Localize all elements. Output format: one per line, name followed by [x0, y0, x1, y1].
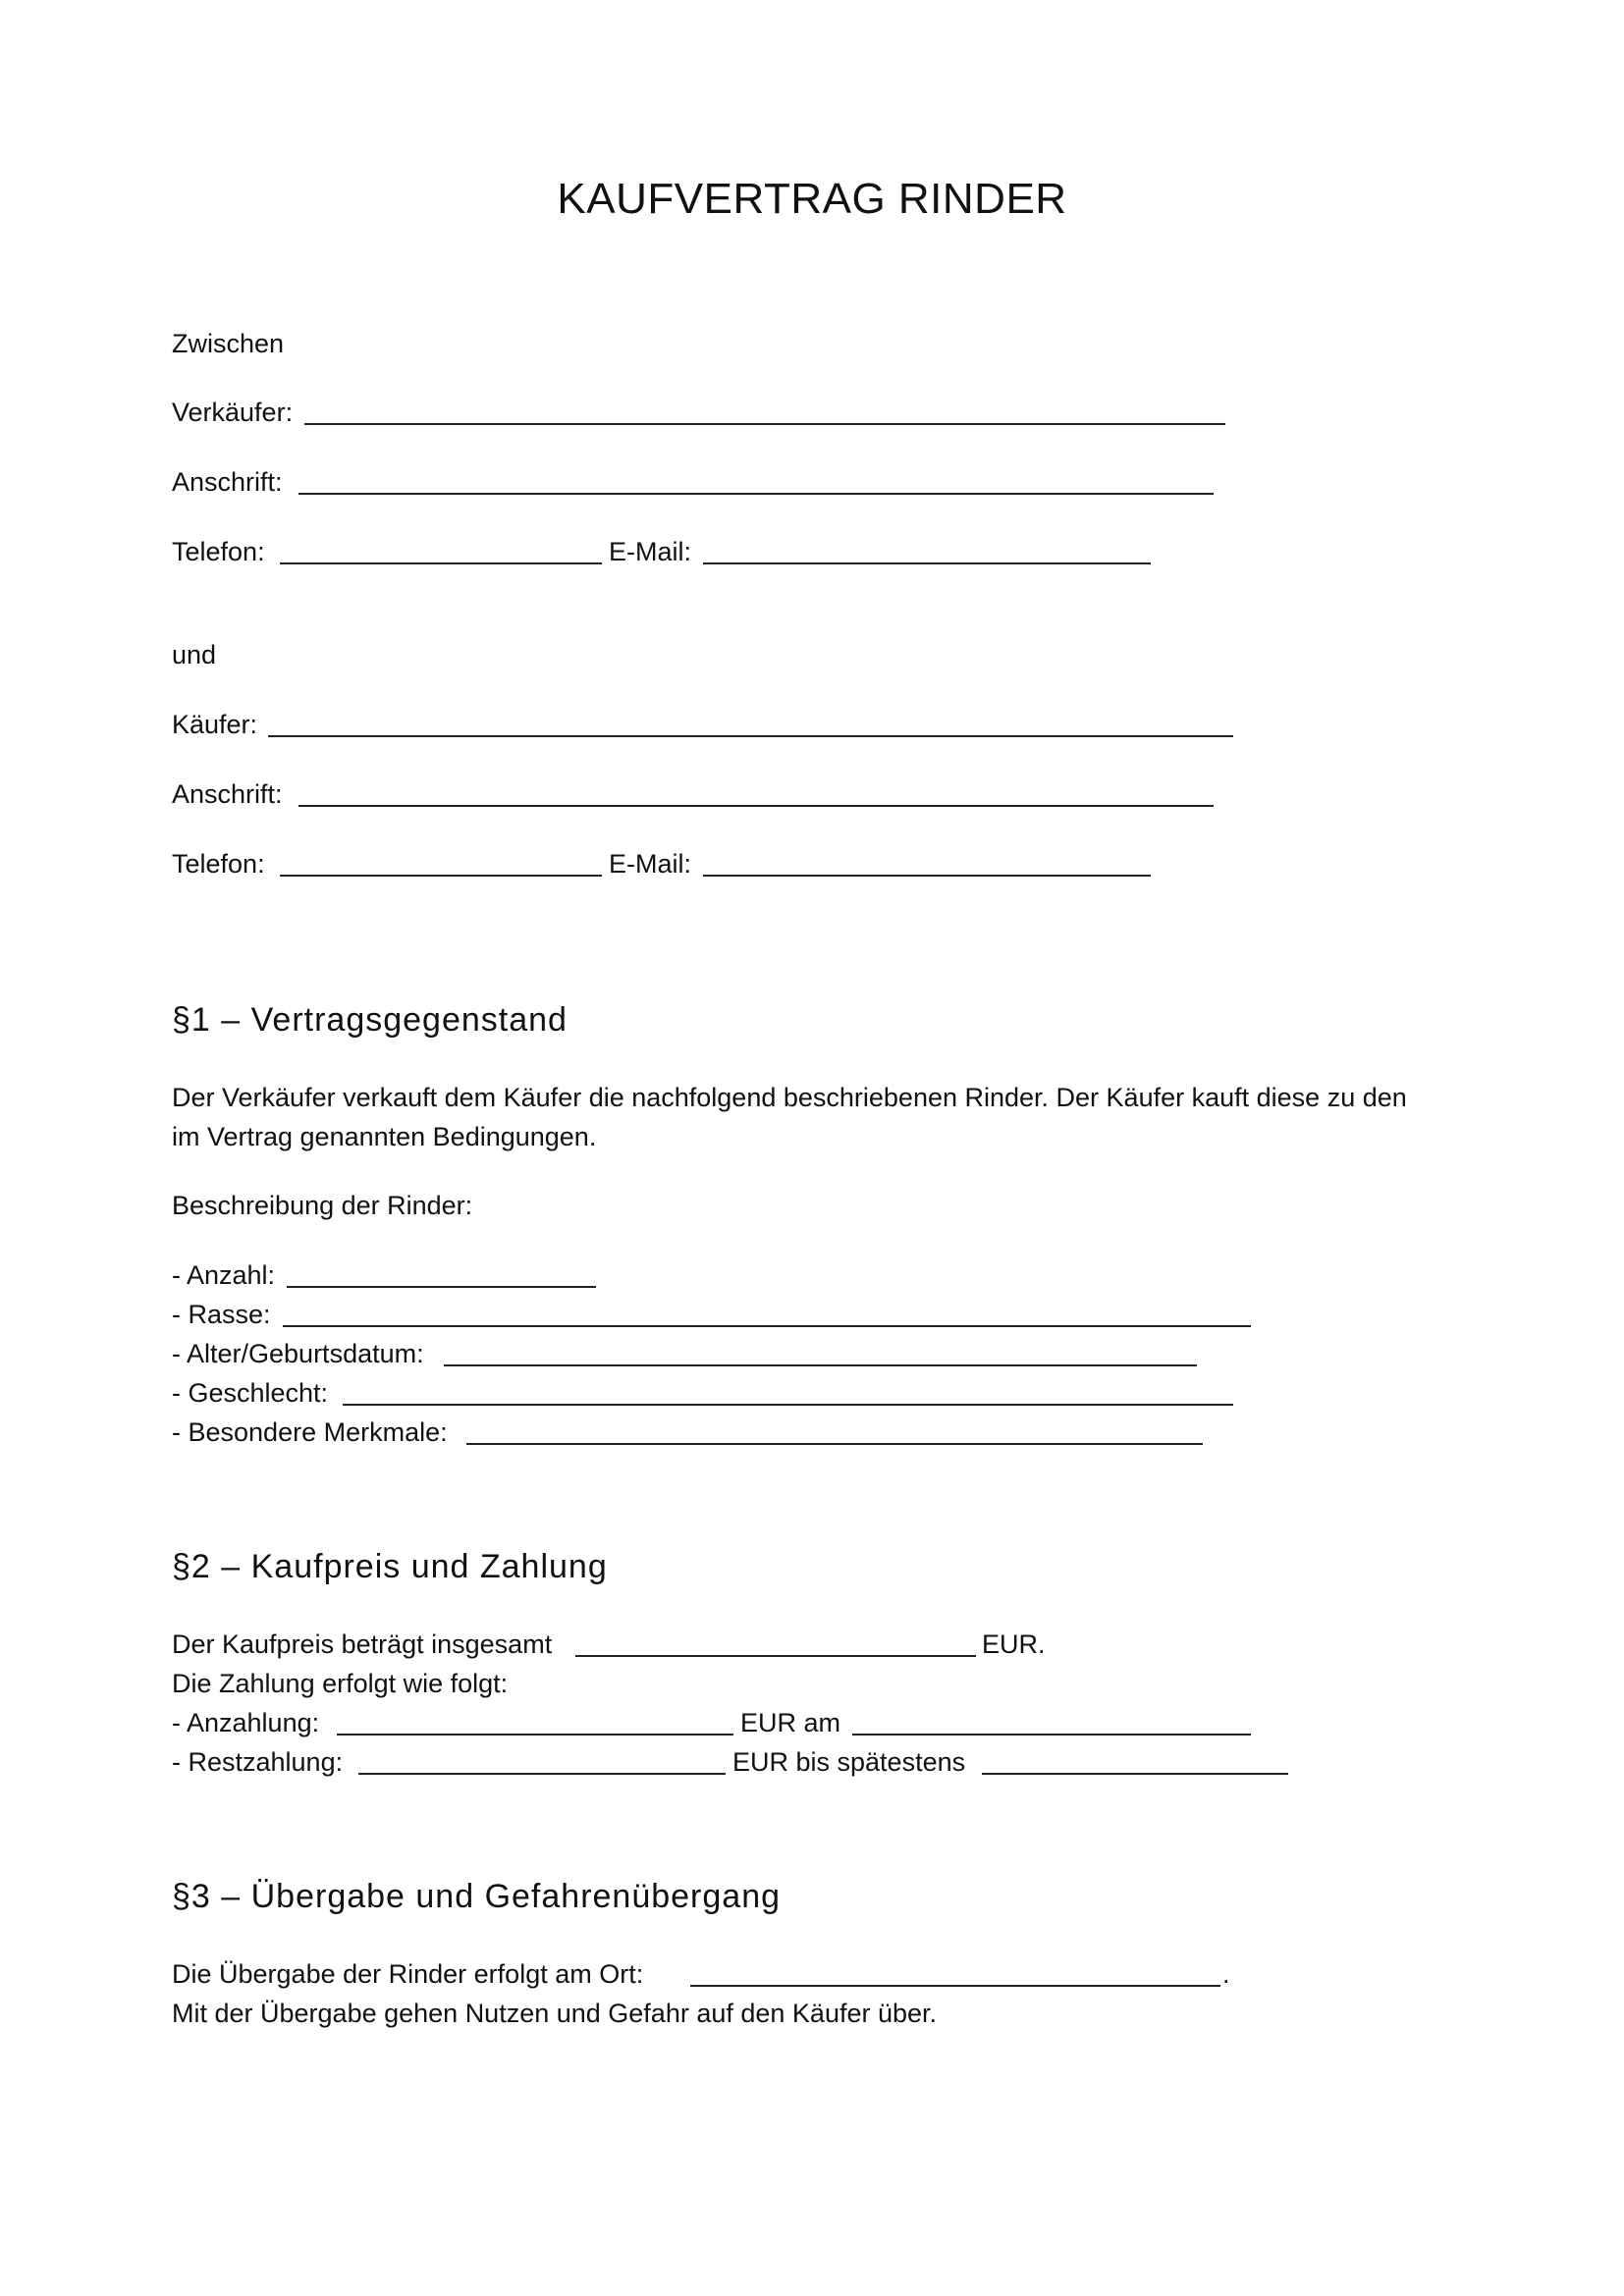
buyer-address-field[interactable]	[298, 805, 1214, 807]
section1-text-line2: im Vertrag genannten Bedingungen.	[172, 1122, 597, 1151]
payment-intro: Die Zahlung erfolgt wie folgt:	[172, 1669, 509, 1698]
price-field[interactable]	[575, 1655, 976, 1657]
seller-address-field[interactable]	[298, 493, 1214, 495]
and-text: und	[172, 640, 217, 669]
description-label: Beschreibung der Rinder:	[172, 1191, 473, 1220]
deposit-label: - Anzahlung:	[172, 1708, 320, 1737]
seller-label: Verkäufer:	[172, 398, 294, 427]
buyer-email-field[interactable]	[703, 875, 1151, 877]
buyer-label: Käufer:	[172, 710, 258, 739]
document-title: KAUFVERTRAG RINDER	[557, 175, 1067, 223]
seller-email-field[interactable]	[703, 562, 1151, 564]
count-label: - Anzahl:	[172, 1260, 276, 1290]
breed-field[interactable]	[283, 1325, 1251, 1327]
remainder-label: - Restzahlung:	[172, 1747, 344, 1777]
section1-heading: §1 – Vertragsgegenstand	[172, 1001, 568, 1039]
section2-heading: §2 – Kaufpreis und Zahlung	[172, 1548, 608, 1585]
count-field[interactable]	[287, 1286, 596, 1288]
features-label: - Besondere Merkmale:	[172, 1417, 448, 1447]
section3-heading: §3 – Übergabe und Gefahrenübergang	[172, 1878, 782, 1915]
seller-field[interactable]	[304, 423, 1225, 425]
section1-text-line1: Der Verkäufer verkauft dem Käufer die nachfolgend beschriebenen Rinder. Der Käufer kauft diese zu den	[172, 1083, 1407, 1112]
deposit-amount-field[interactable]	[337, 1734, 733, 1735]
buyer-email-label: E-Mail:	[609, 849, 692, 879]
place-end: .	[1222, 1959, 1230, 1989]
remainder-date-field[interactable]	[982, 1773, 1288, 1775]
price-unit: EUR.	[982, 1629, 1046, 1659]
seller-email-label: E-Mail:	[609, 537, 692, 566]
risk-text: Mit der Übergabe gehen Nutzen und Gefahr auf den Käufer über.	[172, 1999, 938, 2028]
remainder-unit: EUR bis spätestens	[732, 1747, 966, 1777]
buyer-phone-field[interactable]	[280, 875, 602, 877]
intro-between: Zwischen	[172, 329, 285, 358]
breed-label: - Rasse:	[172, 1300, 271, 1329]
sex-field[interactable]	[343, 1404, 1233, 1406]
sex-label: - Geschlecht:	[172, 1378, 329, 1408]
deposit-unit: EUR am	[740, 1708, 841, 1737]
features-field[interactable]	[466, 1443, 1203, 1445]
seller-phone-label: Telefon:	[172, 537, 265, 566]
price-label: Der Kaufpreis beträgt insgesamt	[172, 1629, 553, 1659]
age-label: - Alter/Geburtsdatum:	[172, 1339, 424, 1368]
age-field[interactable]	[444, 1364, 1197, 1366]
deposit-date-field[interactable]	[852, 1734, 1251, 1735]
place-label: Die Übergabe der Rinder erfolgt am Ort:	[172, 1959, 644, 1989]
buyer-address-label: Anschrift:	[172, 779, 283, 809]
place-field[interactable]	[690, 1985, 1220, 1987]
buyer-field[interactable]	[268, 735, 1233, 737]
seller-phone-field[interactable]	[280, 562, 602, 564]
remainder-amount-field[interactable]	[358, 1773, 726, 1775]
buyer-phone-label: Telefon:	[172, 849, 265, 879]
seller-address-label: Anschrift:	[172, 467, 283, 497]
